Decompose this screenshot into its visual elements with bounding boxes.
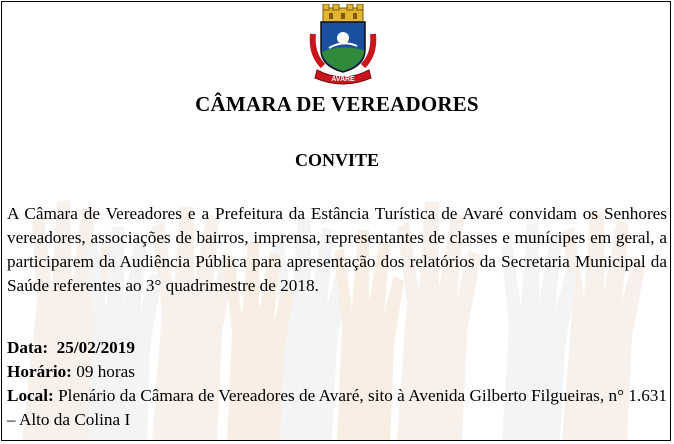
time-value: 09 horas [76, 362, 135, 381]
city-coat-of-arms-icon [309, 4, 377, 86]
invitation-frame [1, 1, 671, 441]
crest-city-name: AVARÉ [331, 76, 355, 83]
document-subtitle: CONVITE [294, 150, 379, 170]
shield-icon [321, 22, 365, 72]
event-details [7, 336, 667, 432]
page-title: CÂMARA DE VEREADORES [195, 92, 479, 116]
date-value: 25/02/2019 [56, 338, 135, 357]
time-label: Horário: [7, 362, 72, 381]
location-label: Local: [7, 386, 54, 405]
location-value: Plenário da Câmara de Vereadores de Avaré, sito à Avenida Gilberto Filgueiras, n° 1.631 – Alto da Colina I [7, 386, 667, 429]
date-row [7, 336, 667, 360]
crown-icon [323, 4, 363, 22]
time-row [7, 360, 667, 384]
date-label: Data: [7, 338, 49, 357]
location-row [7, 384, 667, 432]
invitation-paragraph: A Câmara de Vereadores e a Prefeitura da Estância Turística de Avaré convidam os Senhores vereadores, associações de bairros, imprensa, representantes de classes e munícipes em geral, a participarem da Audiência Pública para apresentação dos relatórios da Secretaria Municipal da Saúde referentes ao 3° quadrimestre de 2018. [7, 204, 667, 295]
